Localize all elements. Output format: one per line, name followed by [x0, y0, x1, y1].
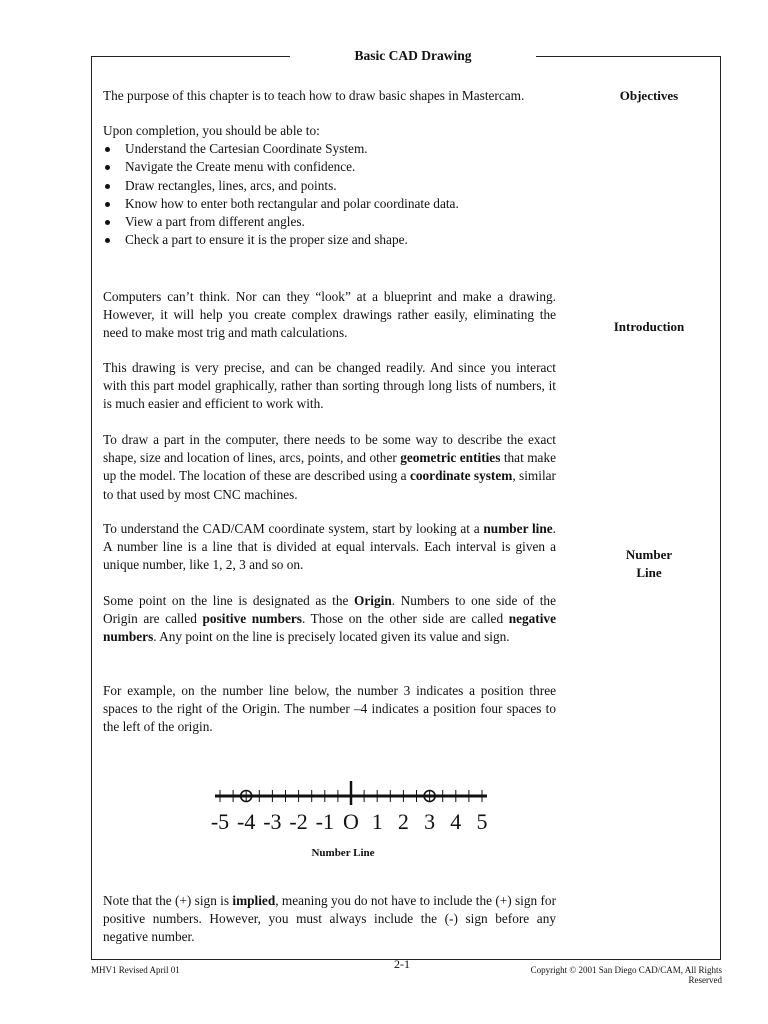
intro-paragraph-1 [103, 288, 556, 343]
intro-paragraph-2-text: This drawing is very precise, and can be changed readily. And since you interact with this part model graphically, rather than sorting through long lists of numbers, it is much easier and efficient to work with. [103, 360, 556, 412]
term-geometric-entities: geometric entities [400, 450, 501, 466]
list-item: Understand the Cartesian Coordinate System. [103, 140, 556, 158]
number-line-tick-label: -4 [237, 809, 256, 834]
term-positive-numbers: positive numbers [202, 611, 302, 627]
number-line-paragraph-4 [103, 892, 556, 947]
number-line-caption: Number Line [311, 847, 375, 859]
list-item: Draw rectangles, lines, arcs, and points. [103, 177, 556, 195]
side-label-introduction: Introduction [613, 319, 685, 334]
text-span: . Any point on the line is precisely located given its value and sign. [153, 629, 510, 645]
text-span: To draw a part in the computer, there needs to be some way to describe the exact shape, size and location of lines, arcs, points, and other [103, 432, 556, 466]
text-span: that make up the model. The location of these are described using a [103, 450, 556, 484]
term-negative-numbers: negative numbers [103, 611, 556, 645]
number-line-tick-label: 1 [371, 809, 383, 834]
number-line-tick-label: -3 [263, 809, 282, 834]
number-line-paragraph-3 [103, 682, 556, 737]
number-line-tick-label: -2 [289, 809, 308, 834]
list-item: Check a part to ensure it is the proper size and shape. [103, 231, 556, 249]
term-origin: Origin [354, 593, 392, 608]
number-line-tick-label: -5 [210, 809, 230, 834]
list-item: Navigate the Create menu with confidence. [103, 158, 556, 176]
text-span: . Numbers to one side of the Origin are called [103, 593, 556, 627]
side-label-number-line-2: Line [636, 565, 662, 580]
side-label-objectives: Objectives [619, 88, 679, 103]
intro-paragraph-2 [103, 359, 556, 414]
text-span: . Those on the other side are called [301, 611, 509, 627]
footer-page-number: 2-1 [394, 957, 410, 971]
number-line-tick-label: 3 [424, 809, 436, 834]
intro-paragraph-3 [103, 431, 556, 504]
text-span: Note that the (+) sign is [103, 893, 233, 908]
footer-revision: MHV1 Revised April 01 [91, 965, 180, 975]
term-number-line: number line [483, 521, 553, 536]
text-span: , similar to that used by most CNC machines. [103, 468, 556, 502]
page-title: Basic CAD Drawing [290, 47, 536, 65]
side-label-number-line-1: Number [625, 547, 673, 562]
text-span: . A number line is a line that is divided at equal intervals. Each interval is given a unique number, like 1, 2, 3 and so on. [103, 521, 556, 573]
objectives-list-block [103, 122, 556, 249]
intro-paragraph-1-text: Computers can’t think. Nor can they “look” at a blueprint and make a drawing. However, it will help you create complex drawings rather easily, eliminating the need to make most trig and math calculations. [103, 289, 556, 341]
text-span: , meaning you do not have to include the (+) sign for positive numbers. However, you must always include the (-) sign before any negative number. [103, 893, 556, 945]
objectives-intro [103, 87, 556, 105]
number-line-paragraph-1 [103, 520, 556, 575]
number-line-tick-label: 5 [476, 809, 488, 834]
list-item: View a part from different angles. [103, 213, 556, 231]
number-line-tick-label: 2 [397, 809, 409, 834]
objectives-list [103, 140, 556, 249]
list-item: Know how to enter both rectangular and polar coordinate data. [103, 195, 556, 213]
objectives-intro-text: The purpose of this chapter is to teach how to draw basic shapes in Mastercam. [103, 88, 525, 103]
term-coordinate-system: coordinate system [409, 468, 513, 484]
number-line-tick-label: -1 [315, 809, 334, 834]
term-implied: implied [232, 893, 276, 908]
number-line-tick-label: 4 [450, 809, 462, 834]
number-line-group [211, 781, 488, 834]
footer-copyright: Copyright © 2001 San Diego CAD/CAM, All Rights Reserved [530, 965, 722, 985]
text-span: To understand the CAD/CAM coordinate system, start by looking at a [103, 521, 484, 536]
number-line-paragraph-2 [103, 592, 556, 647]
number-line-figure [205, 778, 490, 834]
number-line-tick-label: O [343, 809, 359, 834]
number-line-paragraph-3-text: For example, on the number line below, the number 3 indicates a position three spaces to the right of the Origin. The number –4 indicates a position four spaces to the left of the origin. [103, 683, 556, 735]
objectives-lead: Upon completion, you should be able to: [103, 123, 320, 138]
side-label-number-line [594, 546, 704, 582]
text-span: Some point on the line is designated as the [103, 593, 355, 608]
